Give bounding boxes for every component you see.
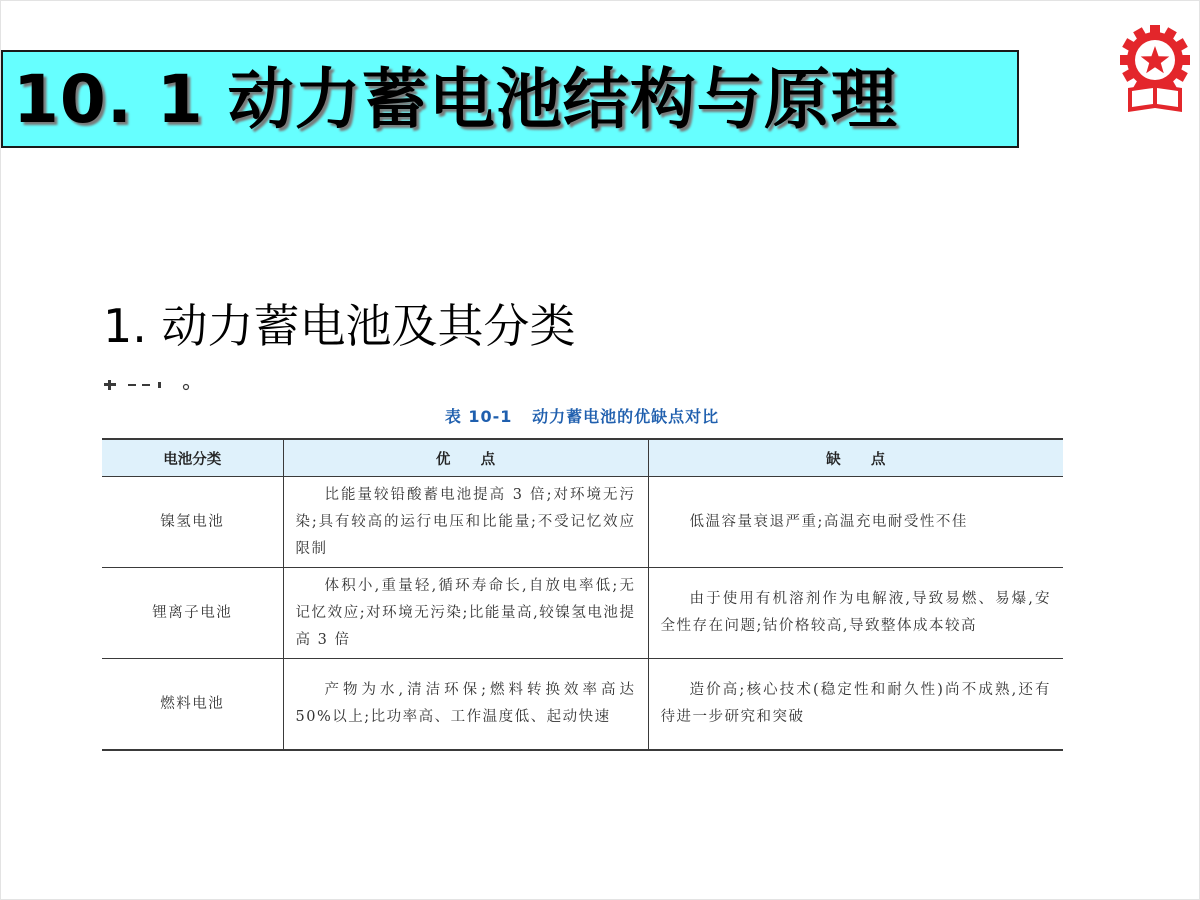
table-row xyxy=(102,568,1063,659)
slide-title: 10. 1 动力蓄电池结构与原理 xyxy=(13,61,898,138)
cell-pros: 体积小,重量轻,循环寿命长,自放电率低;无记忆效应;对环境无污染;比能量高,较镍氢电池提高 3 倍 xyxy=(283,568,648,659)
cell-cons: 由于使用有机溶剂作为电解液,导致易燃、易爆,安全性存在问题;钴价格较高,导致整体成本较高 xyxy=(648,568,1063,659)
column-header-category: 电池分类 xyxy=(102,439,283,477)
cell-cons: 造价高;核心技术(稳定性和耐久性)尚不成熟,还有待进一步研究和突破 xyxy=(648,659,1063,751)
column-header-pros: 优 点 xyxy=(283,439,648,477)
battery-comparison-table xyxy=(102,438,1063,751)
scan-artifact xyxy=(102,378,192,392)
cell-category: 燃料电池 xyxy=(102,659,283,751)
cell-cons: 低温容量衰退严重;高温充电耐受性不佳 xyxy=(648,477,1063,568)
column-header-cons: 缺 点 xyxy=(648,439,1063,477)
section-heading: 1. 动力蓄电池及其分类 xyxy=(103,299,576,353)
cell-pros: 比能量较铅酸蓄电池提高 3 倍;对环境无污染;具有较高的运行电压和比能量;不受记忆效应限制 xyxy=(283,477,648,568)
cell-category: 镍氢电池 xyxy=(102,477,283,568)
table-caption: 表 10-1 动力蓄电池的优缺点对比 xyxy=(444,407,720,426)
table-header-row xyxy=(102,439,1063,477)
table-row xyxy=(102,477,1063,568)
title-banner xyxy=(1,50,1019,148)
cell-pros: 产物为水,清洁环保;燃料转换效率高达 50%以上;比功率高、工作温度低、起动快速 xyxy=(283,659,648,751)
gear-star-book-icon xyxy=(1118,14,1192,118)
table-row xyxy=(102,659,1063,751)
cell-category: 锂离子电池 xyxy=(102,568,283,659)
